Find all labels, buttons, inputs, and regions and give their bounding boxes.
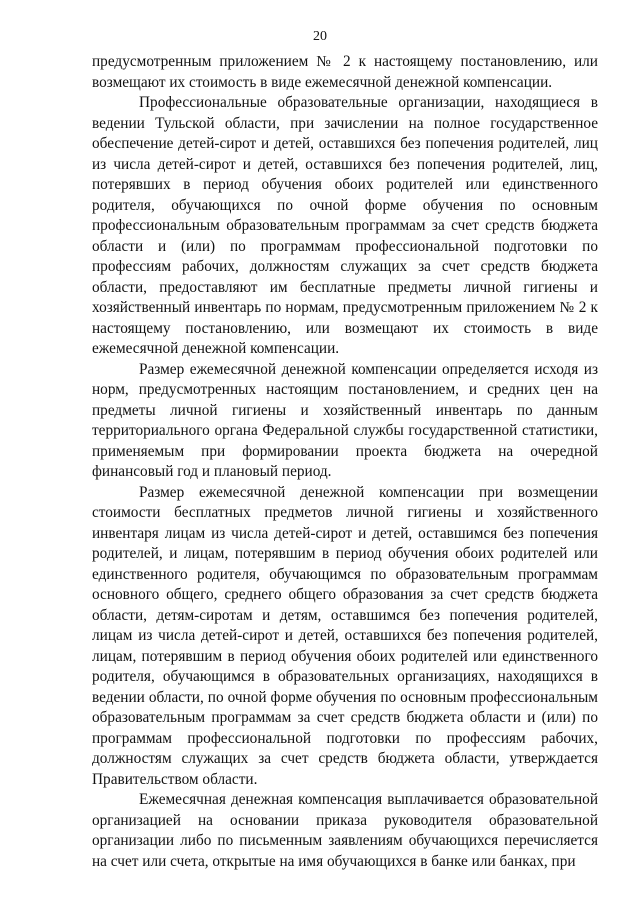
paragraph-compensation-payment: Ежемесячная денежная компенсация выплачивается образовательной организацией на основании приказа руководителя образовательной организации либо по письменным заявлениям обучающихся перечисляется на счет или счета, открытые на имя обучающихся в банке или банках, при (92, 791, 598, 870)
paragraph-professional-organizations: Профессиональные образовательные организации, находящиеся в ведении Тульской области, при зачислении на полное государственное обеспечение детей-сирот и детей, оставшихся без попечения родителей, лиц из числа детей-сирот и детей, оставшихся без попечения родителей, лиц, потерявших в период обучения обоих родителей или единственного родителя, обучающихся по очной форме обучения по основным профессиональным образовательным программам за счет средств бюджета области и (или) по программам профессиональной подготовки по профессиям рабочих, должностям служащих за счет средств бюджета области, предоставляют им бесплатные предметы личной гигиены и хозяйственный инвентарь по нормам, предусмотренным приложением № 2 к настоящему постановлению, или возмещают их стоимость в виде ежемесячной денежной компенсации. (92, 94, 598, 357)
page-number: 20 (313, 29, 327, 44)
paragraph-compensation-approval: Размер ежемесячной денежной компенсации при возмещении стоимости бесплатных предметов личной гигиены и хозяйственного инвентаря лицам из числа детей-сирот и детей, оставшимся без попечения родителей, и лицам, потерявшим в период обучения обоих родителей или единственного родителя, обучающимся по образовательным программам основного общего, среднего общего образования за счет средств бюджета области, детям-сиротам и детям, оставшимся без попечения родителей, лицам из числа детей-сирот и детей, оставшихся без попечения родителей, лицам, потерявшим в период обучения обоих родителей или единственного родителя, обучающимся в образовательных организациях, находящихся в ведении области, по очной форме обучения по основным профессиональным образовательным программам за счет средств бюджета области и (или) по программам профессиональной подготовки по профессиям рабочих, должностям служащих за счет средств бюджета области, утверждается Правительством области. (92, 483, 598, 788)
document-body (92, 52, 598, 872)
paragraph-continuation: предусмотренным приложением № 2 к настоящему постановлению, или возмещают их стоимость в виде ежемесячной денежной компенсации. (92, 53, 598, 91)
paragraph-compensation-amount: Размер ежемесячной денежной компенсации определяется исходя из норм, предусмотренных настоящим постановлением, и средних цен на предметы личной гигиены и хозяйственный инвентарь по данным территориального органа Федеральной службы государственной статистики, применяемым при формировании проекта бюджета на очередной финансовый год и плановый период. (92, 360, 598, 480)
